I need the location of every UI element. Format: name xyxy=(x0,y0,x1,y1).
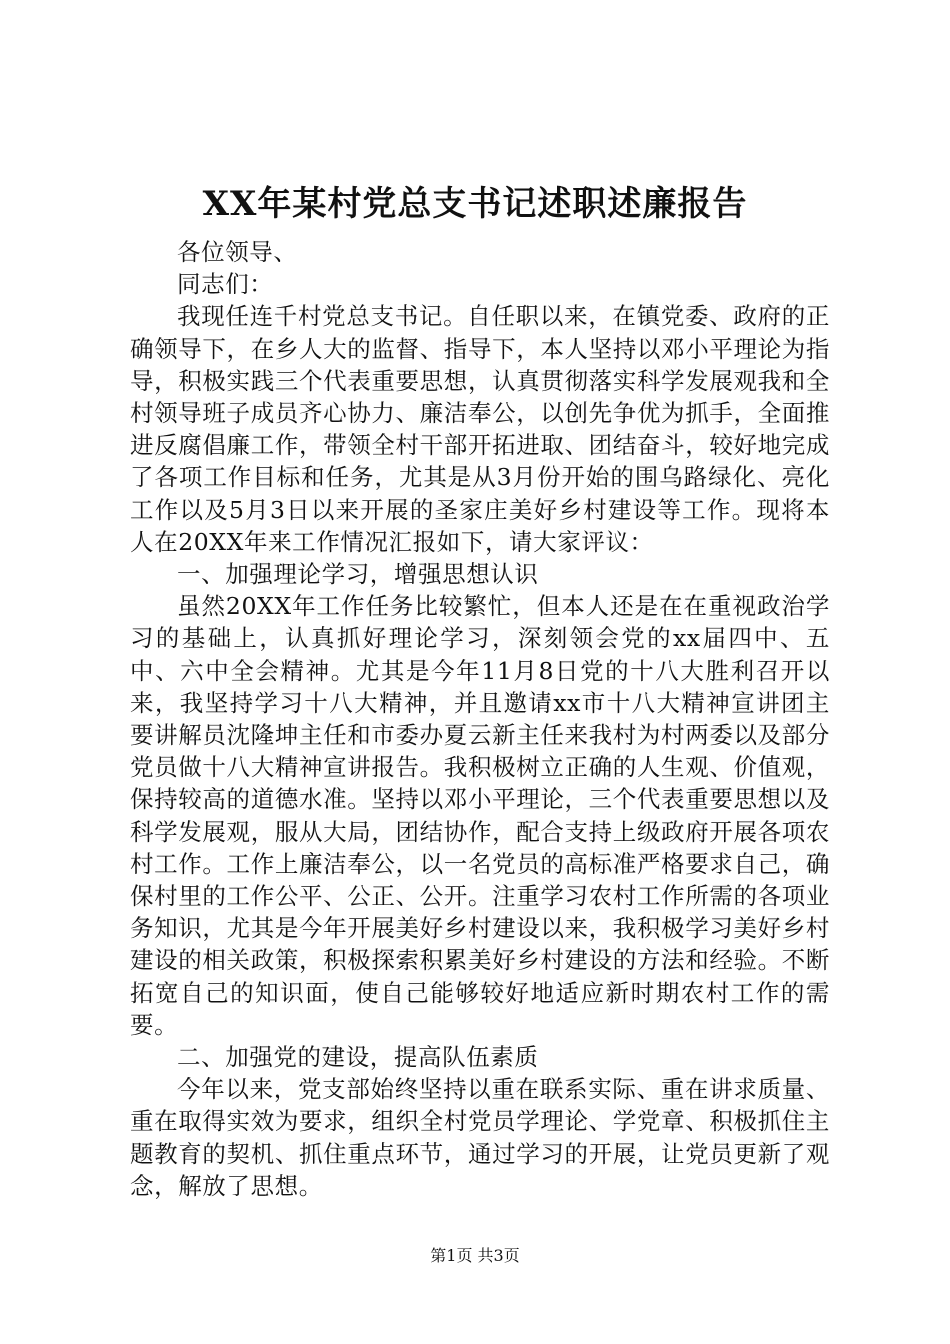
salutation-line-1: 各位领导、 xyxy=(177,238,298,266)
document-body xyxy=(130,236,830,1202)
section-2-paragraph: 今年以来，党支部始终坚持以重在联系实际、重在讲求质量、重在取得实效为要求，组织全村党员学理论、学党章、积极抓住主题教育的契机、抓住重点环节，通过学习的开展，让党员更新了观念，解放了思想。 xyxy=(130,1075,830,1200)
page-number-footer: 第1页 共3页 xyxy=(430,1246,520,1265)
intro-paragraph: 我现任连千村党总支书记。自任职以来，在镇党委、政府的正确领导下，在乡人大的监督、指导下，本人坚持以邓小平理论为指导，积极实践三个代表重要思想，认真贯彻落实科学发展观我和全村领导班子成员齐心协力、廉洁奉公，以创先争优为抓手，全面推进反腐倡廉工作，带领全村干部开拓进取、团结奋斗，较好地完成了各项工作目标和任务，尤其是从3月份开始的围乌路绿化、亮化工作以及5月3日以来开展的圣家庄美好乡村建设等工作。现将本人在20XX年来工作情况汇报如下，请大家评议： xyxy=(130,302,830,556)
salutation-line-2: 同志们： xyxy=(177,270,274,299)
section-heading-1: 一、加强理论学习，增强思想认识 xyxy=(177,560,539,589)
section-heading-2: 二、加强党的建设，提高队伍素质 xyxy=(177,1043,539,1072)
section-1-paragraph: 虽然20XX年工作任务比较繁忙，但本人还是在在重视政治学习的基础上，认真抓好理论学习，深刻领会党的xx届四中、五中、六中全会精神。尤其是今年11月8日党的十八大胜利召开以来，我坚持学习十八大精神，并且邀请xx市十八大精神宣讲团主要讲解员沈隆坤主任和市委办夏云新主任来我村为村两委以及部分党员做十八大精神宣讲报告。我积极树立正确的人生观、价值观，保持较高的道德水准。坚持以邓小平理论，三个代表重要思想以及科学发展观，服从大局，团结协作，配合支持上级政府开展各项农村工作。工作上廉洁奉公，以一名党员的高标准严格要求自己，确保村里的工作公平、公正、公开。注重学习农村工作所需的各项业务知识，尤其是今年开展美好乡村建设以来，我积极学习美好乡村建设的相关政策，积极探索积累美好乡村建设的方法和经验。不断拓宽自己的知识面，使自己能够较好地适应新时期农村工作的需要。 xyxy=(130,592,830,1039)
document-title: XX年某村党总支书记述职述廉报告 xyxy=(202,184,748,224)
